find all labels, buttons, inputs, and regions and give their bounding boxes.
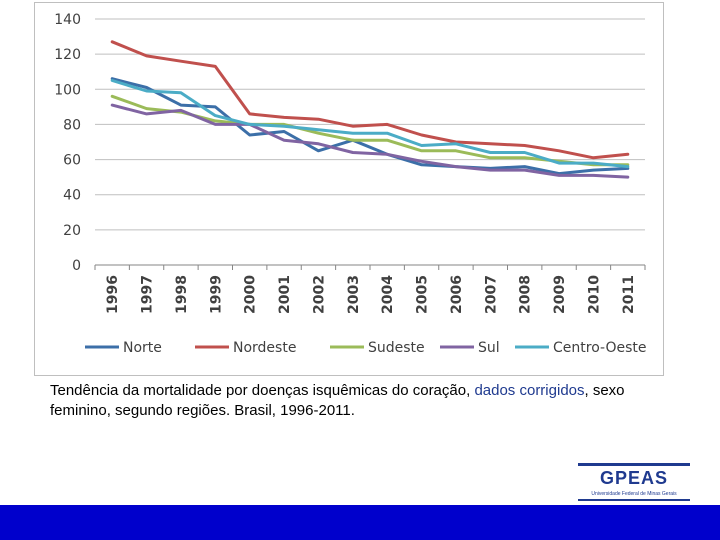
x-tick-label: 1998 xyxy=(173,275,190,314)
footer-band xyxy=(0,505,720,540)
x-tick-label: 2010 xyxy=(586,275,603,314)
x-tick-label: 2005 xyxy=(414,275,431,314)
x-tick-label: 1999 xyxy=(208,275,225,314)
y-tick-label: 60 xyxy=(63,152,81,169)
y-tick-label: 0 xyxy=(72,258,81,274)
x-tick-label: 1996 xyxy=(105,275,122,314)
x-tick-label: 2000 xyxy=(242,275,259,314)
y-tick-label: 20 xyxy=(63,222,81,239)
legend-label: Sudeste xyxy=(368,340,425,356)
x-tick-label: 2001 xyxy=(277,275,294,314)
y-tick-label: 140 xyxy=(54,12,81,28)
x-tick-label: 2008 xyxy=(517,275,534,314)
x-tick-label: 2003 xyxy=(345,275,362,314)
x-tick-label: 1997 xyxy=(139,275,156,314)
chart-caption xyxy=(50,381,650,421)
x-tick-label: 2004 xyxy=(380,275,397,314)
x-tick-label: 2007 xyxy=(483,275,500,314)
caption-text-1: Tendência da mortalidade por doenças isquêmicas do coração, xyxy=(50,382,475,399)
y-tick-label: 100 xyxy=(54,82,81,99)
legend-label: Centro-Oeste xyxy=(553,340,647,356)
logo-text: GPEAS xyxy=(599,468,669,488)
legend-label: Norte xyxy=(123,340,162,356)
y-tick-label: 80 xyxy=(63,117,81,134)
legend-label: Nordeste xyxy=(233,340,297,356)
x-tick-label: 2006 xyxy=(448,275,465,314)
x-tick-label: 2009 xyxy=(552,275,569,314)
caption-text-2: , sexo feminino, segundo regiões. Brasil, 1996-2011. xyxy=(50,382,625,419)
x-tick-label: 2011 xyxy=(620,275,637,314)
line-chart xyxy=(35,3,663,375)
y-tick-label: 120 xyxy=(54,47,81,64)
logo-top-rule xyxy=(578,463,690,466)
gpeas-logo xyxy=(578,463,692,503)
chart-frame xyxy=(34,2,664,376)
logo-subtext: Universidade Federal de Minas Gerais xyxy=(591,491,677,497)
legend-label: Sul xyxy=(478,340,500,356)
caption-highlight: dados corrigidos xyxy=(474,382,585,399)
x-tick-label: 2002 xyxy=(311,275,328,314)
logo-bottom-rule xyxy=(578,499,690,501)
y-tick-label: 40 xyxy=(63,187,81,204)
